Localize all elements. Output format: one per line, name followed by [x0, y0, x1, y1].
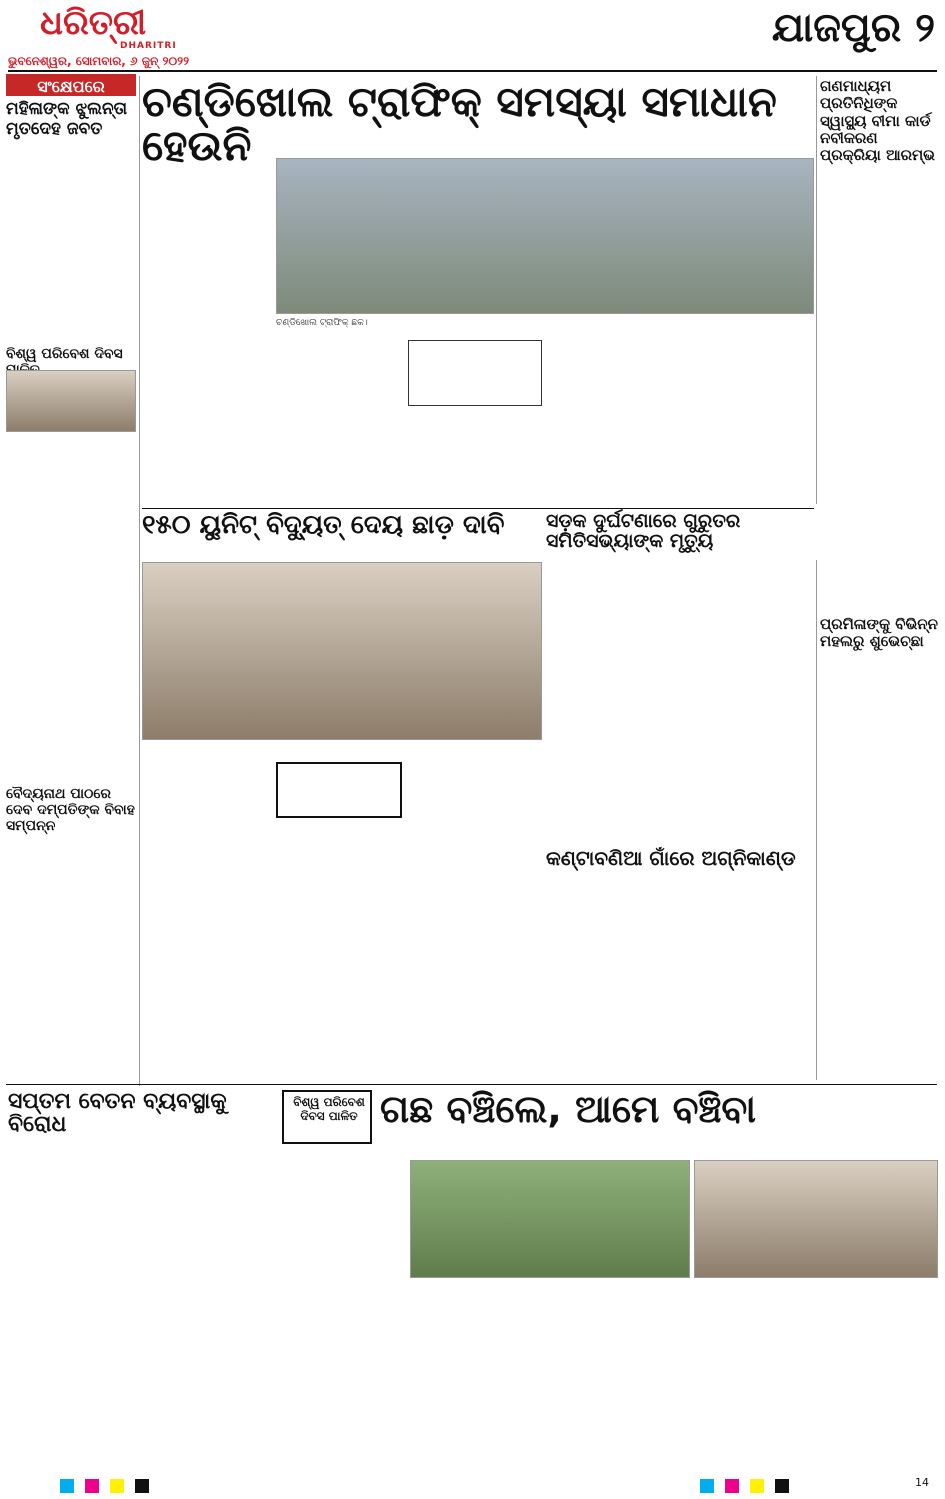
env-caption-left [410, 1282, 690, 1294]
side-dateline [820, 180, 940, 194]
brief-headline-3: ବୈଦ୍ୟନାଥ ପାଠରେ ଦେବ ଦମ୍ପତିଙ୍କ ବିବାହ ସମ୍ପନ୍ନ [6, 786, 135, 835]
registration-mark-cyan [60, 1479, 74, 1493]
power-kicker-box [276, 762, 402, 818]
masthead-dateline: ଭୁବନେଶ୍ୱର, ସୋମବାର, ୬ ଜୁନ୍ ୨୦୨୨ [8, 54, 190, 68]
brief-body-1 [6, 164, 136, 344]
lead-highlight-1 [413, 345, 539, 363]
brief-photo-2 [6, 370, 136, 432]
env-dateline [284, 1156, 384, 1170]
lead-highlight-2 [413, 365, 539, 383]
accident-dateline [548, 562, 698, 576]
env-body-left [282, 1172, 406, 1460]
power-body-col-3 [408, 762, 542, 1076]
env-caption-right [694, 1282, 938, 1294]
lead-highlight-3 [413, 385, 539, 403]
newspaper-logo: ଧରିତ୍ରୀ [40, 3, 147, 43]
power-headline: ୧୫୦ ୟୁନିଟ୍ ବିଦ୍ୟୁତ୍ ଦେୟ ଛାଡ଼ ଦାବି [142, 510, 505, 540]
registration-mark-yellow [110, 1479, 124, 1493]
section-rule-2 [6, 1084, 937, 1085]
env-kicker: ବିଶ୍ୱ ପରିବେଶ ଦିବସ ପାଳିତ [293, 1095, 365, 1123]
registration-mark-black [775, 1479, 789, 1493]
pay-headline: ସପ୍ତମ ବେତନ ବ୍ୟବସ୍ଥାକୁ ବିରୋଧ [8, 1089, 227, 1138]
power-photo-caption [142, 744, 542, 756]
registration-mark-yellow [750, 1479, 764, 1493]
env-headline: ଗଛ ବଞ୍ଚିଲେ, ଆମେ ବଞ୍ଚିବା [380, 1087, 756, 1131]
brief-column [6, 74, 136, 1094]
greeting-dateline [820, 670, 940, 684]
side-body [820, 196, 940, 606]
fire-dateline [548, 890, 698, 904]
brief-headline-1: ମହିଳାଙ୍କ ଝୁଲନ୍ତା ମୃତଦେହ ଜବତ [6, 99, 128, 139]
color-registration-marks-right [700, 1478, 850, 1494]
greeting-body [820, 686, 940, 1080]
lead-body-left [146, 178, 270, 508]
greeting-headline: ପ୍ରମିଳାଙ୍କୁ ବିଭିନ୍ନ ମହଲରୁ ଶୁଭେଚ୍ଛା [820, 615, 938, 651]
power-body-col-1 [142, 776, 270, 1076]
column-divider-right [816, 76, 817, 504]
lead-body-right [276, 334, 814, 504]
env-photo-right [694, 1160, 938, 1278]
brief-headline-2: ବିଶ୍ୱ ପରିବେଶ ଦିବସ [6, 346, 123, 362]
brief-dateline-3 [6, 830, 136, 844]
pay-body [8, 1150, 276, 1460]
lead-highlights [408, 340, 542, 406]
masthead-rule [8, 70, 937, 72]
power-photo [142, 562, 542, 740]
registration-mark-cyan [700, 1479, 714, 1493]
registration-mark-magenta [85, 1479, 99, 1493]
masthead [0, 0, 945, 70]
brief-dateline-1 [6, 148, 136, 162]
side-headline: ଗଣମାଧ୍ୟମ ପ୍ରତିନିଧିଙ୍କ ସ୍ୱାସ୍ଥ୍ୟ ବୀମା କାର୍ଡ ନବୀକରଣ ପ୍ରକ୍ରିୟା ଆରମ୍ଭ [820, 77, 935, 164]
page-name: ଯାଜପୁର ୨ [771, 5, 935, 51]
registration-mark-black [135, 1479, 149, 1493]
env-kicker-box [282, 1090, 372, 1144]
newspaper-logo-sub: DHARITRI [120, 41, 177, 51]
power-dateline [146, 760, 286, 774]
brief-body-3 [6, 846, 136, 1094]
brief-body-2 [6, 452, 136, 782]
color-registration-marks-left [60, 1478, 210, 1494]
lead-photo [276, 158, 814, 314]
registration-mark-magenta [725, 1479, 739, 1493]
footer [0, 1470, 945, 1499]
power-kicker [282, 768, 400, 816]
env-photo-left [410, 1160, 690, 1278]
fire-body [546, 906, 814, 1076]
column-divider-left [139, 76, 140, 1086]
lead-headline: ଚଣ୍ଡିଖୋଲ ଟ୍ରାଫିକ୍ ସମସ୍ୟା ସମାଧାନ ହେଉନି [142, 77, 777, 171]
section-rule-1 [142, 508, 814, 509]
power-body-col-2 [276, 822, 402, 1076]
fire-headline: କଣ୍ଟାବଣିଆ ଗାଁରେ ଅଗ୍ନିକାଣ୍ଡ [546, 846, 796, 870]
page-number: 14 [915, 1476, 929, 1489]
accident-headline: ସଡ଼କ ଦୁର୍ଘଟଣାରେ ଗୁରୁତର ସମିତିସଭ୍ୟାଙ୍କ ମୃତ୍ୟୁ [546, 510, 741, 552]
lead-photo-caption: ଚଣ୍ଡିଖୋଲ ଟ୍ରାଫିକ୍ ଛକ। [276, 318, 368, 328]
column-divider-right-2 [816, 560, 817, 1080]
brief-section-label: ସଂକ୍ଷେପରେ [6, 74, 136, 96]
pay-dateline [10, 1134, 160, 1148]
env-body-right [410, 1298, 938, 1460]
brief-dateline-2 [6, 436, 136, 450]
